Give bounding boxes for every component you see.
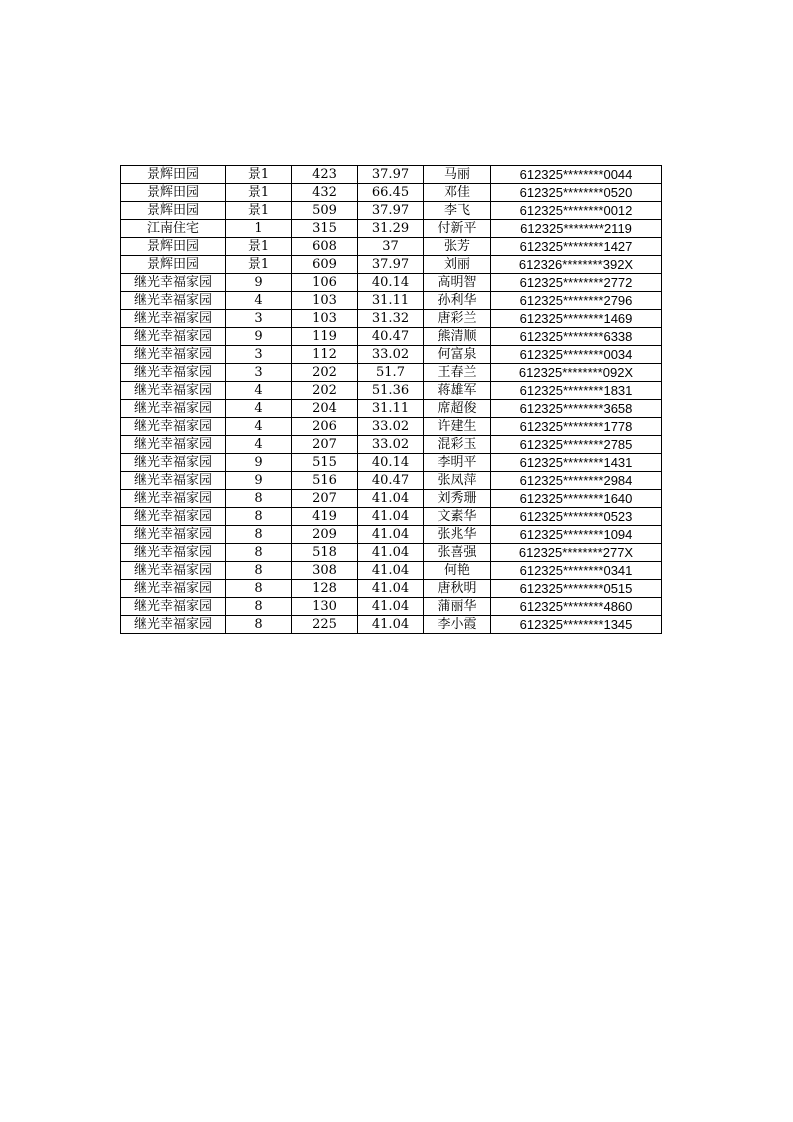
community-cell: 继光幸福家园 [121,508,226,526]
id-number-cell: 612326********392X [491,256,662,274]
area-cell: 66.45 [358,184,424,202]
community-cell: 景辉田园 [121,238,226,256]
community-cell: 继光幸福家园 [121,400,226,418]
table-row [121,166,662,184]
community-cell: 继光幸福家园 [121,562,226,580]
name-cell: 付新平 [424,220,491,238]
building-cell: 4 [226,292,292,310]
table-body [121,166,662,634]
area-cell: 40.14 [358,454,424,472]
community-cell: 继光幸福家园 [121,472,226,490]
community-cell: 继光幸福家园 [121,328,226,346]
room-cell: 119 [292,328,358,346]
table-row [121,400,662,418]
community-cell: 继光幸福家园 [121,346,226,364]
id-number-cell: 612325********0515 [491,580,662,598]
table-row [121,472,662,490]
room-cell: 128 [292,580,358,598]
community-cell: 继光幸福家园 [121,580,226,598]
area-cell: 51.36 [358,382,424,400]
table-row [121,274,662,292]
name-cell: 刘丽 [424,256,491,274]
table-row [121,184,662,202]
id-number-cell: 612325********0034 [491,346,662,364]
table-row [121,238,662,256]
table-row [121,346,662,364]
area-cell: 51.7 [358,364,424,382]
building-cell: 4 [226,382,292,400]
community-cell: 继光幸福家园 [121,310,226,328]
name-cell: 文素华 [424,508,491,526]
area-cell: 40.14 [358,274,424,292]
room-cell: 103 [292,292,358,310]
area-cell: 41.04 [358,508,424,526]
id-number-cell: 612325********1778 [491,418,662,436]
area-cell: 37.97 [358,166,424,184]
room-cell: 206 [292,418,358,436]
table-row [121,562,662,580]
name-cell: 唐秋明 [424,580,491,598]
building-cell: 4 [226,418,292,436]
name-cell: 李飞 [424,202,491,220]
table-row [121,292,662,310]
room-cell: 207 [292,490,358,508]
name-cell: 马丽 [424,166,491,184]
name-cell: 席超俊 [424,400,491,418]
room-cell: 202 [292,382,358,400]
id-number-cell: 612325********6338 [491,328,662,346]
table-row [121,526,662,544]
id-number-cell: 612325********1431 [491,454,662,472]
area-cell: 33.02 [358,346,424,364]
building-cell: 8 [226,490,292,508]
id-number-cell: 612325********4860 [491,598,662,616]
area-cell: 41.04 [358,616,424,634]
id-number-cell: 612325********1094 [491,526,662,544]
name-cell: 何艳 [424,562,491,580]
community-cell: 继光幸福家园 [121,382,226,400]
community-cell: 继光幸福家园 [121,292,226,310]
community-cell: 继光幸福家园 [121,454,226,472]
building-cell: 3 [226,310,292,328]
id-number-cell: 612325********092X [491,364,662,382]
name-cell: 张凤萍 [424,472,491,490]
room-cell: 608 [292,238,358,256]
name-cell: 李明平 [424,454,491,472]
room-cell: 419 [292,508,358,526]
building-cell: 3 [226,346,292,364]
area-cell: 31.11 [358,292,424,310]
area-cell: 40.47 [358,328,424,346]
building-cell: 景1 [226,238,292,256]
table-row [121,436,662,454]
room-cell: 112 [292,346,358,364]
name-cell: 邓佳 [424,184,491,202]
area-cell: 37 [358,238,424,256]
room-cell: 518 [292,544,358,562]
table-row [121,202,662,220]
id-number-cell: 612325********0523 [491,508,662,526]
building-cell: 9 [226,472,292,490]
area-cell: 31.32 [358,310,424,328]
building-cell: 9 [226,328,292,346]
area-cell: 41.04 [358,598,424,616]
area-cell: 37.97 [358,256,424,274]
table-row [121,220,662,238]
name-cell: 李小霞 [424,616,491,634]
name-cell: 熊清顺 [424,328,491,346]
id-number-cell: 612325********3658 [491,400,662,418]
room-cell: 515 [292,454,358,472]
room-cell: 423 [292,166,358,184]
area-cell: 33.02 [358,418,424,436]
name-cell: 蒋雄军 [424,382,491,400]
building-cell: 8 [226,580,292,598]
community-cell: 继光幸福家园 [121,490,226,508]
room-cell: 202 [292,364,358,382]
building-cell: 8 [226,562,292,580]
id-number-cell: 612325********0520 [491,184,662,202]
area-cell: 37.97 [358,202,424,220]
id-number-cell: 612325********2772 [491,274,662,292]
community-cell: 继光幸福家园 [121,544,226,562]
id-number-cell: 612325********0012 [491,202,662,220]
building-cell: 8 [226,526,292,544]
building-cell: 景1 [226,166,292,184]
name-cell: 高明智 [424,274,491,292]
room-cell: 130 [292,598,358,616]
id-number-cell: 612325********277X [491,544,662,562]
community-cell: 景辉田园 [121,184,226,202]
room-cell: 106 [292,274,358,292]
id-number-cell: 612325********2119 [491,220,662,238]
id-number-cell: 612325********1469 [491,310,662,328]
area-cell: 41.04 [358,544,424,562]
name-cell: 孙利华 [424,292,491,310]
community-cell: 继光幸福家园 [121,274,226,292]
area-cell: 40.47 [358,472,424,490]
building-cell: 景1 [226,184,292,202]
id-number-cell: 612325********2785 [491,436,662,454]
community-cell: 景辉田园 [121,256,226,274]
building-cell: 9 [226,454,292,472]
name-cell: 张喜强 [424,544,491,562]
building-cell: 8 [226,508,292,526]
table-row [121,454,662,472]
community-cell: 继光幸福家园 [121,616,226,634]
table-row [121,418,662,436]
housing-table [120,165,662,634]
community-cell: 景辉田园 [121,166,226,184]
id-number-cell: 612325********1831 [491,382,662,400]
room-cell: 209 [292,526,358,544]
area-cell: 33.02 [358,436,424,454]
building-cell: 3 [226,364,292,382]
id-number-cell: 612325********0341 [491,562,662,580]
area-cell: 41.04 [358,526,424,544]
room-cell: 516 [292,472,358,490]
room-cell: 315 [292,220,358,238]
community-cell: 继光幸福家园 [121,526,226,544]
name-cell: 何富泉 [424,346,491,364]
building-cell: 1 [226,220,292,238]
room-cell: 225 [292,616,358,634]
table-row [121,382,662,400]
community-cell: 继光幸福家园 [121,598,226,616]
table-row [121,256,662,274]
community-cell: 继光幸福家园 [121,364,226,382]
name-cell: 刘秀珊 [424,490,491,508]
room-cell: 609 [292,256,358,274]
room-cell: 509 [292,202,358,220]
id-number-cell: 612325********2796 [491,292,662,310]
area-cell: 41.04 [358,562,424,580]
room-cell: 308 [292,562,358,580]
community-cell: 继光幸福家园 [121,436,226,454]
building-cell: 8 [226,544,292,562]
id-number-cell: 612325********0044 [491,166,662,184]
community-cell: 景辉田园 [121,202,226,220]
name-cell: 王春兰 [424,364,491,382]
community-cell: 继光幸福家园 [121,418,226,436]
table-row [121,310,662,328]
building-cell: 8 [226,598,292,616]
name-cell: 混彩玉 [424,436,491,454]
area-cell: 41.04 [358,580,424,598]
id-number-cell: 612325********2984 [491,472,662,490]
id-number-cell: 612325********1345 [491,616,662,634]
table-row [121,328,662,346]
table-row [121,616,662,634]
id-number-cell: 612325********1427 [491,238,662,256]
community-cell: 江南住宅 [121,220,226,238]
room-cell: 103 [292,310,358,328]
building-cell: 4 [226,400,292,418]
building-cell: 8 [226,616,292,634]
area-cell: 41.04 [358,490,424,508]
name-cell: 蒲丽华 [424,598,491,616]
room-cell: 432 [292,184,358,202]
room-cell: 207 [292,436,358,454]
building-cell: 景1 [226,202,292,220]
building-cell: 4 [226,436,292,454]
room-cell: 204 [292,400,358,418]
area-cell: 31.11 [358,400,424,418]
table-row [121,598,662,616]
building-cell: 9 [226,274,292,292]
name-cell: 唐彩兰 [424,310,491,328]
name-cell: 许建生 [424,418,491,436]
table-row [121,490,662,508]
building-cell: 景1 [226,256,292,274]
table-row [121,580,662,598]
area-cell: 31.29 [358,220,424,238]
table-row [121,508,662,526]
table-row [121,364,662,382]
id-number-cell: 612325********1640 [491,490,662,508]
table-row [121,544,662,562]
name-cell: 张兆华 [424,526,491,544]
name-cell: 张芳 [424,238,491,256]
